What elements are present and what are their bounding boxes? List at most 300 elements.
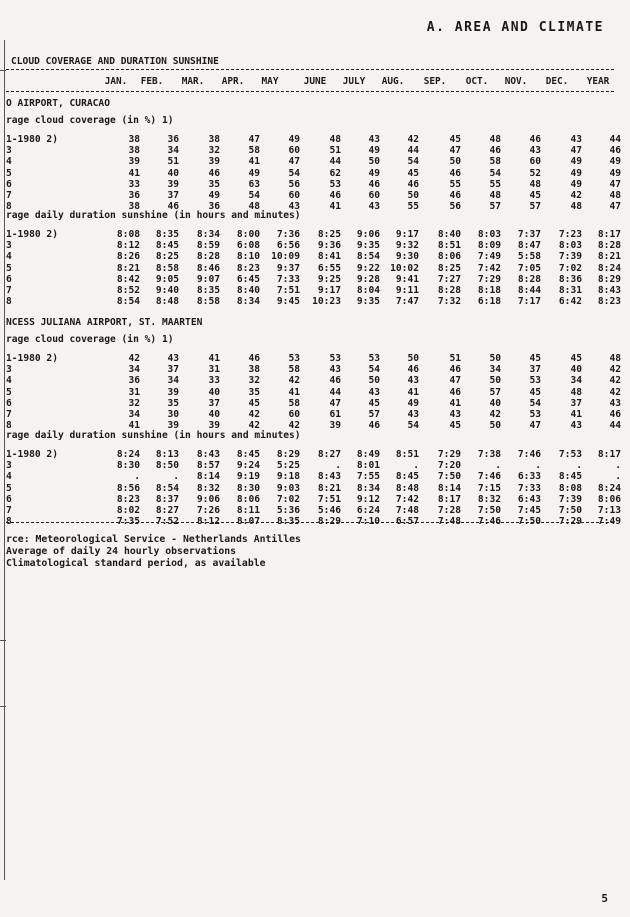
table-cell: 45 (407, 167, 419, 179)
table-cell: 55 (449, 178, 461, 190)
table-cell: 7:27 (437, 273, 461, 285)
table-cell: . (134, 471, 140, 483)
table-cell: 7:29 (558, 516, 582, 528)
station-title: O AIRPORT, CURACAO (6, 98, 110, 109)
table-cell: 48 (570, 386, 582, 398)
table-cell: 7:33 (517, 482, 541, 494)
table-cell: 42 (288, 420, 300, 432)
table-cell: 44 (609, 134, 621, 145)
table-cell: 49 (208, 190, 220, 201)
table-cell: 50 (489, 353, 501, 364)
row-label: 7 (6, 190, 12, 201)
table-cell: 7:13 (597, 505, 621, 516)
table-cell: 8:06 (236, 493, 260, 505)
table-cell: 39 (329, 420, 341, 432)
table-cell: 8:03 (558, 240, 582, 252)
table-cell: 48 (609, 190, 621, 201)
table-cell: 54 (407, 156, 419, 168)
table-cell: 48 (570, 201, 582, 213)
table-cell: 42 (128, 353, 140, 364)
row-label: 7 (6, 409, 12, 420)
table-cell: 8:28 (517, 273, 541, 285)
table-cell: 60 (288, 145, 300, 157)
table-cell: 8:35 (196, 285, 220, 296)
table-cell: 47 (609, 178, 621, 190)
table-cell: 62 (329, 167, 341, 179)
table-cell: 7:48 (437, 516, 461, 528)
table-cell: 8:01 (356, 460, 380, 472)
col-head-aug: AUG. (381, 76, 405, 87)
table-cell: 8:34 (196, 229, 220, 240)
table-cell: 7:29 (437, 449, 461, 460)
table-cell: 49 (407, 397, 419, 409)
table-cell: 39 (208, 420, 220, 432)
table-cell: 7:51 (276, 285, 300, 296)
table-row (0, 274, 630, 286)
table-cell: 40 (489, 397, 501, 409)
table-cell: 58 (288, 364, 300, 376)
table-cell: 55 (489, 178, 501, 190)
table-cell: 48 (529, 178, 541, 190)
table-cell: 8:40 (236, 285, 260, 296)
table-cell: 8:27 (317, 449, 341, 460)
table-cell: . (335, 460, 341, 472)
table-cell: 7:23 (558, 229, 582, 240)
table-cell: 43 (570, 420, 582, 432)
table-row (0, 168, 630, 180)
row-label: 7 (6, 505, 12, 516)
table-cell: 8:23 (597, 296, 621, 308)
table-cell: 53 (288, 353, 300, 364)
table-cell: 41 (288, 386, 300, 398)
row-label: 3 (6, 240, 12, 252)
table-cell: 8:08 (558, 482, 582, 494)
table-cell: 43 (368, 201, 380, 213)
table-cell: 7:49 (477, 251, 501, 263)
table-cell: 7:02 (558, 262, 582, 274)
table-cell: 8:35 (155, 229, 179, 240)
table-cell: 7:39 (558, 493, 582, 505)
table-cell: 8:17 (597, 449, 621, 460)
table-cell: 7:46 (477, 516, 501, 528)
table-cell: 35 (208, 178, 220, 190)
table-cell: 6:56 (276, 240, 300, 252)
table-cell: 6:55 (317, 262, 341, 274)
table-cell: 9:25 (317, 273, 341, 285)
table-cell: 7:05 (517, 262, 541, 274)
table-cell: 7:50 (477, 505, 501, 516)
table-cell: 51 (167, 156, 179, 168)
note-source: rce: Meteorological Service - Netherlands Antilles (6, 534, 301, 545)
table-cell: 7:51 (317, 493, 341, 505)
table-cell: 37 (529, 364, 541, 376)
table-cell: 8:32 (477, 493, 501, 505)
table-cell: 36 (128, 375, 140, 387)
table-cell: 8:58 (155, 262, 179, 274)
table-cell: 8:09 (477, 240, 501, 252)
table-cell: 43 (368, 386, 380, 398)
table-cell: 8:43 (597, 285, 621, 296)
table-cell: 47 (288, 156, 300, 168)
table-cell: 46 (368, 178, 380, 190)
rule-under-header (6, 91, 614, 92)
col-head-dec: DEC. (545, 76, 569, 87)
table-cell: 8:24 (597, 482, 621, 494)
table-cell: 6:43 (517, 493, 541, 505)
table-cell: 44 (329, 156, 341, 168)
table-cell: 34 (167, 145, 179, 157)
table-cell: 41 (407, 386, 419, 398)
row-label: 1-1980 2) (6, 449, 58, 460)
table-cell: 8:29 (276, 449, 300, 460)
table-cell: 5:36 (276, 505, 300, 516)
table-cell: 42 (407, 134, 419, 145)
table-cell: . (535, 460, 541, 472)
table-cell: 8:44 (517, 285, 541, 296)
table-cell: 41 (449, 397, 461, 409)
table-row (0, 494, 630, 506)
table-cell: . (615, 460, 621, 472)
table-cell: 8:03 (477, 229, 501, 240)
table-cell: 38 (248, 364, 260, 376)
table-cell: 54 (368, 364, 380, 376)
table-row (0, 398, 630, 410)
table-cell: 7:02 (276, 493, 300, 505)
row-label: 5 (6, 167, 12, 179)
row-label: 4 (6, 251, 12, 263)
table-cell: 40 (167, 167, 179, 179)
table-cell: 8:21 (317, 482, 341, 494)
table-cell: 7:32 (437, 296, 461, 308)
row-label: 8 (6, 420, 12, 432)
table-cell: 46 (407, 364, 419, 376)
table-cell: 37 (570, 397, 582, 409)
table-cell: 8:25 (317, 229, 341, 240)
table-cell: 8:49 (356, 449, 380, 460)
table-cell: 53 (329, 178, 341, 190)
table-cell: 6:24 (356, 505, 380, 516)
table-cell: 8:29 (317, 516, 341, 528)
table-cell: 53 (529, 409, 541, 420)
table-cell: . (173, 471, 179, 483)
table-cell: 7:47 (395, 296, 419, 308)
table-cell: 42 (609, 364, 621, 376)
block-label: rage cloud coverage (in %) 1) (6, 334, 174, 345)
table-cell: 50 (368, 375, 380, 387)
table-cell: 9:11 (395, 285, 419, 296)
table-cell: 8:54 (116, 296, 140, 308)
table-cell: 8:10 (236, 251, 260, 263)
table-cell: 46 (489, 145, 501, 157)
table-cell: 43 (407, 409, 419, 420)
table-cell: 50 (368, 156, 380, 168)
table-cell: 47 (609, 201, 621, 213)
table-cell: 8:14 (196, 471, 220, 483)
table-cell: 38 (128, 134, 140, 145)
table-cell: 8:35 (276, 516, 300, 528)
table-cell: 8:07 (236, 516, 260, 528)
table-row (0, 353, 630, 365)
table-cell: 39 (167, 178, 179, 190)
table-cell: 54 (248, 190, 260, 201)
table-cell: 47 (449, 375, 461, 387)
table-cell: 7:26 (196, 505, 220, 516)
table-cell: 33 (208, 375, 220, 387)
table-cell: 7:53 (558, 449, 582, 460)
table-cell: 8:26 (116, 251, 140, 263)
table-cell: 7:20 (437, 460, 461, 472)
table-cell: 43 (449, 409, 461, 420)
table-cell: 6:33 (517, 471, 541, 483)
block-label: rage cloud coverage (in %) 1) (6, 115, 174, 126)
col-head-july: JULY (342, 76, 366, 87)
table-cell: 7:52 (155, 516, 179, 528)
table-row (0, 471, 630, 483)
table-cell: 6:08 (236, 240, 260, 252)
table-cell: 46 (329, 190, 341, 201)
table-cell: 38 (208, 134, 220, 145)
table-cell: 51 (449, 353, 461, 364)
table-cell: 57 (489, 201, 501, 213)
table-cell: 7:50 (517, 516, 541, 528)
table-cell: 43 (329, 364, 341, 376)
row-label: 4 (6, 375, 12, 387)
table-row (0, 156, 630, 168)
table-cell: 8:51 (437, 240, 461, 252)
table-cell: 8:40 (437, 229, 461, 240)
table-cell: 48 (329, 134, 341, 145)
table-cell: 42 (248, 409, 260, 420)
table-cell: 8:36 (558, 273, 582, 285)
table-cell: 37 (208, 397, 220, 409)
col-head-mar: MAR. (181, 76, 205, 87)
table-cell: 7:38 (477, 449, 501, 460)
table-cell: 31 (128, 386, 140, 398)
table-cell: 9:06 (356, 229, 380, 240)
table-cell: 46 (609, 409, 621, 420)
table-cell: 8:02 (116, 505, 140, 516)
table-cell: . (615, 471, 621, 483)
page-number: 5 (601, 892, 608, 905)
table-cell: 45 (570, 353, 582, 364)
table-cell: 49 (609, 156, 621, 168)
table-cell: 58 (288, 397, 300, 409)
table-cell: 7:49 (597, 516, 621, 528)
table-cell: 8:25 (155, 251, 179, 263)
row-label: 8 (6, 201, 12, 213)
table-row (0, 263, 630, 275)
table-cell: 8:54 (356, 251, 380, 263)
block-label: rage daily duration sunshine (in hours and minutes) (6, 430, 301, 441)
table-cell: 8:34 (356, 482, 380, 494)
table-cell: 5:25 (276, 460, 300, 472)
table-cell: 44 (609, 420, 621, 432)
table-cell: 8:47 (517, 240, 541, 252)
table-cell: 8:06 (437, 251, 461, 263)
table-cell: 38 (128, 145, 140, 157)
table-cell: 39 (208, 156, 220, 168)
table-cell: 35 (248, 386, 260, 398)
table-cell: 9:06 (196, 493, 220, 505)
table-cell: 41 (570, 409, 582, 420)
table-cell: 40 (208, 409, 220, 420)
table-cell: 36 (128, 190, 140, 201)
table-cell: 7:29 (477, 273, 501, 285)
table-row (0, 409, 630, 421)
table-cell: 57 (368, 409, 380, 420)
table-cell: 8:29 (597, 273, 621, 285)
table-cell: 44 (407, 145, 419, 157)
table-cell: 7:28 (437, 505, 461, 516)
table-cell: 7:15 (477, 482, 501, 494)
table-cell: 32 (248, 375, 260, 387)
table-cell: 60 (288, 190, 300, 201)
table-cell: 49 (288, 134, 300, 145)
table-cell: 8:11 (236, 505, 260, 516)
table-cell: 8:46 (196, 262, 220, 274)
table-cell: 47 (529, 420, 541, 432)
table-cell: 8:17 (437, 493, 461, 505)
table-cell: 32 (208, 145, 220, 157)
table-cell: 34 (128, 409, 140, 420)
table-cell: 9:32 (395, 240, 419, 252)
table-cell: 37 (167, 190, 179, 201)
row-label: 1-1980 2) (6, 134, 58, 145)
table-cell: 9:24 (236, 460, 260, 472)
note-1: Average of daily 24 hourly observations (6, 546, 237, 557)
table-title: CLOUD COVERAGE AND DURATION SUNSHINE (11, 56, 219, 67)
table-cell: 50 (449, 156, 461, 168)
table-cell: 7:50 (437, 471, 461, 483)
table-cell: 9:40 (155, 285, 179, 296)
table-cell: 8:58 (196, 296, 220, 308)
row-label: 3 (6, 145, 12, 157)
table-cell: 35 (167, 397, 179, 409)
table-cell: 8:06 (597, 493, 621, 505)
table-cell: 8:28 (597, 240, 621, 252)
table-row (0, 134, 630, 146)
table-cell: 54 (489, 167, 501, 179)
table-cell: 8:00 (236, 229, 260, 240)
table-cell: 60 (368, 190, 380, 201)
table-cell: 33 (128, 178, 140, 190)
table-cell: 40 (208, 386, 220, 398)
table-cell: 9:35 (356, 296, 380, 308)
table-cell: 8:14 (437, 482, 461, 494)
table-cell: 7:55 (356, 471, 380, 483)
table-cell: 57 (529, 201, 541, 213)
table-cell: 9:36 (317, 240, 341, 252)
table-cell: 8:30 (116, 460, 140, 472)
table-row (0, 296, 630, 308)
table-cell: 50 (407, 353, 419, 364)
table-cell: 9:07 (196, 273, 220, 285)
table-cell: 7:33 (276, 273, 300, 285)
table-cell: 58 (489, 156, 501, 168)
table-row (0, 460, 630, 472)
table-cell: 32 (128, 397, 140, 409)
table-cell: 41 (329, 201, 341, 213)
table-cell: . (413, 460, 419, 472)
table-cell: 8:45 (395, 471, 419, 483)
table-cell: 57 (489, 386, 501, 398)
table-cell: 60 (288, 409, 300, 420)
table-cell: 49 (570, 178, 582, 190)
row-label: 8 (6, 516, 12, 528)
table-cell: 43 (529, 145, 541, 157)
table-cell: 9:19 (236, 471, 260, 483)
table-cell: 52 (529, 167, 541, 179)
table-cell: 7:39 (558, 251, 582, 263)
table-cell: 8:24 (116, 449, 140, 460)
table-cell: 49 (570, 156, 582, 168)
table-cell: 9:03 (276, 482, 300, 494)
table-cell: 8:21 (116, 262, 140, 274)
table-cell: 61 (329, 409, 341, 420)
table-cell: 8:45 (236, 449, 260, 460)
table-cell: 6:42 (558, 296, 582, 308)
table-cell: 53 (529, 375, 541, 387)
table-cell: 6:45 (236, 273, 260, 285)
table-cell: 9:28 (356, 273, 380, 285)
table-cell: 8:25 (437, 262, 461, 274)
table-cell: 46 (407, 178, 419, 190)
table-cell: 8:59 (196, 240, 220, 252)
table-cell: 9:30 (395, 251, 419, 263)
table-cell: 45 (449, 134, 461, 145)
table-cell: 9:41 (395, 273, 419, 285)
table-cell: 60 (529, 156, 541, 168)
source-notes (6, 534, 301, 570)
table-cell: 45 (368, 397, 380, 409)
table-cell: 58 (248, 145, 260, 157)
table-cell: 54 (529, 397, 541, 409)
rule-bottom (6, 522, 614, 523)
table-cell: 49 (570, 167, 582, 179)
table-cell: 47 (570, 145, 582, 157)
table-cell: 36 (208, 201, 220, 213)
table-cell: . (576, 460, 582, 472)
table-cell: 46 (449, 190, 461, 201)
row-label: 1-1980 2) (6, 229, 58, 240)
table-cell: 39 (128, 156, 140, 168)
table-cell: 8:50 (155, 460, 179, 472)
table-cell: 30 (167, 409, 179, 420)
table-cell: 46 (449, 167, 461, 179)
table-cell: 8:23 (236, 262, 260, 274)
table-row (0, 229, 630, 241)
table-cell: 34 (128, 364, 140, 376)
col-head-may: MAY (261, 76, 279, 87)
table-row (0, 251, 630, 263)
table-cell: 8:48 (395, 482, 419, 494)
table-cell: 7:35 (116, 516, 140, 528)
table-row (0, 145, 630, 157)
table-cell: 54 (407, 420, 419, 432)
row-label: 5 (6, 262, 12, 274)
table-cell: . (495, 460, 501, 472)
table-cell: 46 (368, 420, 380, 432)
table-cell: 41 (208, 353, 220, 364)
row-label: 6 (6, 178, 12, 190)
table-cell: 8:43 (196, 449, 220, 460)
table-cell: 47 (329, 397, 341, 409)
table-cell: 7:46 (477, 471, 501, 483)
table-cell: 8:23 (116, 493, 140, 505)
table-cell: 43 (368, 134, 380, 145)
table-cell: 40 (570, 364, 582, 376)
table-cell: 8:04 (356, 285, 380, 296)
